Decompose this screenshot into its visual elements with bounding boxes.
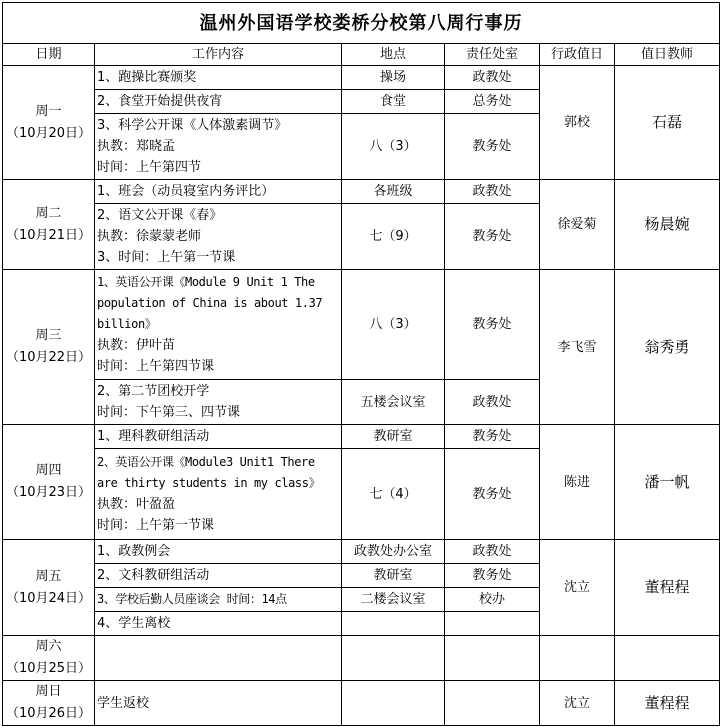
header-content: 工作内容 — [95, 44, 342, 66]
header-teacher: 值日教师 — [615, 44, 720, 66]
place-cell: 八（3） — [342, 114, 445, 180]
work-content-line: 1、英语公开课《Module 9 Unit 1 The — [97, 275, 315, 289]
work-content-cell — [95, 204, 342, 270]
duty-teacher-cell: 董程程 — [615, 540, 720, 636]
table-row — [3, 180, 720, 204]
work-content-line: 2、食堂开始提供夜宵 — [97, 94, 223, 109]
place-cell: 操场 — [342, 66, 445, 90]
place-cell — [342, 681, 445, 726]
work-content-line: 1、跑操比赛颁奖 — [97, 70, 197, 85]
title-row — [3, 3, 720, 44]
admin-duty-cell: 郭校 — [540, 66, 615, 180]
day-date: （10月24日） — [5, 590, 92, 606]
work-content-cell — [95, 425, 342, 449]
dept-cell: 校办 — [445, 588, 540, 612]
work-content-cell — [95, 90, 342, 114]
place-cell: 二楼会议室 — [342, 588, 445, 612]
place-cell: 各班级 — [342, 180, 445, 204]
work-content-line: 1、政教例会 — [97, 544, 171, 559]
place-cell — [342, 636, 445, 681]
admin-duty-cell: 沈立 — [540, 681, 615, 726]
work-content-line: 执教：伊叶苗 — [97, 338, 176, 353]
day-date: （10月23日） — [5, 485, 92, 500]
work-content-line: 3、时间：上午第一节课 — [97, 250, 236, 265]
work-content-line: 时间：上午第一节课 — [97, 518, 215, 533]
day-name: 周日 — [35, 684, 62, 699]
work-content-line: 执教：郑晓孟 — [97, 139, 176, 154]
duty-teacher-cell: 杨晨婉 — [615, 180, 720, 270]
place-cell: 七（9） — [342, 204, 445, 270]
place-cell — [342, 612, 445, 636]
header-dept: 责任处室 — [445, 44, 540, 66]
day-name: 周三 — [35, 328, 62, 343]
work-content-line: 执教：叶盈盈 — [97, 497, 176, 512]
work-content-line: 1、班会（动员寝室内务评比） — [97, 184, 275, 199]
day-cell — [3, 636, 95, 681]
work-content-cell — [95, 270, 342, 380]
day-cell — [3, 540, 95, 636]
work-content-cell — [95, 681, 342, 726]
table-row — [3, 270, 720, 380]
work-content-line: population of China is about 1.37 — [97, 296, 323, 310]
work-content-line: 2、文科教研组活动 — [97, 568, 210, 583]
work-content-cell — [95, 636, 342, 681]
work-content-cell — [95, 380, 342, 425]
table-row — [3, 540, 720, 564]
duty-teacher-cell: 石磊 — [615, 66, 720, 180]
page-title: 温州外国语学校娄桥分校第八周行事历 — [3, 3, 720, 44]
header-place: 地点 — [342, 44, 445, 66]
work-content-line: 3、科学公开课《人体激素调节》 — [97, 118, 288, 133]
work-content-line: 2、语文公开课《春》 — [97, 208, 223, 223]
place-cell: 食堂 — [342, 90, 445, 114]
place-cell: 五楼会议室 — [342, 380, 445, 425]
work-content-cell — [95, 114, 342, 180]
admin-duty-cell: 沈立 — [540, 540, 615, 636]
dept-cell: 政教处 — [445, 180, 540, 204]
work-content-cell — [95, 66, 342, 90]
place-cell: 教研室 — [342, 425, 445, 449]
duty-teacher-cell: 潘一帆 — [615, 425, 720, 540]
dept-cell: 教务处 — [445, 114, 540, 180]
day-date: （10月26日） — [5, 706, 92, 721]
day-cell — [3, 270, 95, 425]
admin-duty-cell: 陈进 — [540, 425, 615, 540]
place-cell: 政教处办公室 — [342, 540, 445, 564]
dept-cell: 政教处 — [445, 540, 540, 564]
dept-cell — [445, 681, 540, 726]
dept-cell: 政教处 — [445, 66, 540, 90]
work-content-line: 时间：下午第三、四节课 — [97, 405, 241, 420]
place-cell: 教研室 — [342, 564, 445, 588]
table-row — [3, 636, 720, 681]
dept-cell: 教务处 — [445, 449, 540, 540]
admin-duty-cell: 徐爱菊 — [540, 180, 615, 270]
day-cell — [3, 180, 95, 270]
day-name: 周一 — [35, 103, 62, 119]
work-content-line: billion》 — [97, 317, 157, 331]
day-date: （10月21日） — [5, 227, 92, 243]
dept-cell: 教务处 — [445, 564, 540, 588]
day-cell — [3, 425, 95, 540]
day-name: 周四 — [35, 463, 62, 478]
day-date: （10月20日） — [5, 125, 92, 141]
header-admin: 行政值日 — [540, 44, 615, 66]
table-row — [3, 425, 720, 449]
dept-cell — [445, 636, 540, 681]
duty-teacher-cell: 董程程 — [615, 681, 720, 726]
work-content-cell — [95, 612, 342, 636]
work-content-cell — [95, 180, 342, 204]
work-content-line: 执教：徐蒙蒙老师 — [97, 229, 202, 244]
dept-cell: 教务处 — [445, 425, 540, 449]
dept-cell: 教务处 — [445, 270, 540, 380]
weekly-schedule-table — [2, 2, 720, 726]
dept-cell — [445, 612, 540, 636]
admin-duty-cell: 李飞雪 — [540, 270, 615, 425]
day-name: 周二 — [35, 205, 62, 221]
admin-duty-cell — [540, 636, 615, 681]
schedule-body — [3, 66, 720, 726]
day-name: 周五 — [35, 568, 62, 584]
table-row — [3, 681, 720, 726]
work-content-cell — [95, 564, 342, 588]
day-date: （10月25日） — [5, 661, 92, 676]
work-content-cell — [95, 449, 342, 540]
work-content-line: 2、第二节团校开学 — [97, 384, 210, 399]
work-content-line: 1、理科教研组活动 — [97, 429, 210, 444]
dept-cell: 教务处 — [445, 204, 540, 270]
day-cell — [3, 681, 95, 726]
place-cell: 八（3） — [342, 270, 445, 380]
place-cell: 七（4） — [342, 449, 445, 540]
work-content-cell — [95, 588, 342, 612]
day-cell — [3, 66, 95, 180]
work-content-line: 时间：上午第四节课 — [97, 359, 215, 374]
work-content-line: 4、学生离校 — [97, 616, 171, 631]
work-content-cell — [95, 540, 342, 564]
day-name: 周六 — [35, 639, 62, 654]
dept-cell: 总务处 — [445, 90, 540, 114]
dept-cell: 政教处 — [445, 380, 540, 425]
work-content-line: are thirty students in my class》 — [97, 476, 321, 490]
work-content-line: 2、英语公开课《Module3 Unit1 There — [97, 455, 315, 469]
header-row — [3, 44, 720, 66]
duty-teacher-cell — [615, 636, 720, 681]
work-content-line: 3、学校后勤人员座谈会 时间：14点 — [97, 592, 287, 606]
header-date: 日期 — [3, 44, 95, 66]
work-content-line: 时间：上午第四节 — [97, 160, 202, 175]
day-date: （10月22日） — [5, 350, 92, 365]
table-row — [3, 66, 720, 90]
duty-teacher-cell: 翁秀勇 — [615, 270, 720, 425]
work-content-line: 学生返校 — [97, 695, 150, 711]
